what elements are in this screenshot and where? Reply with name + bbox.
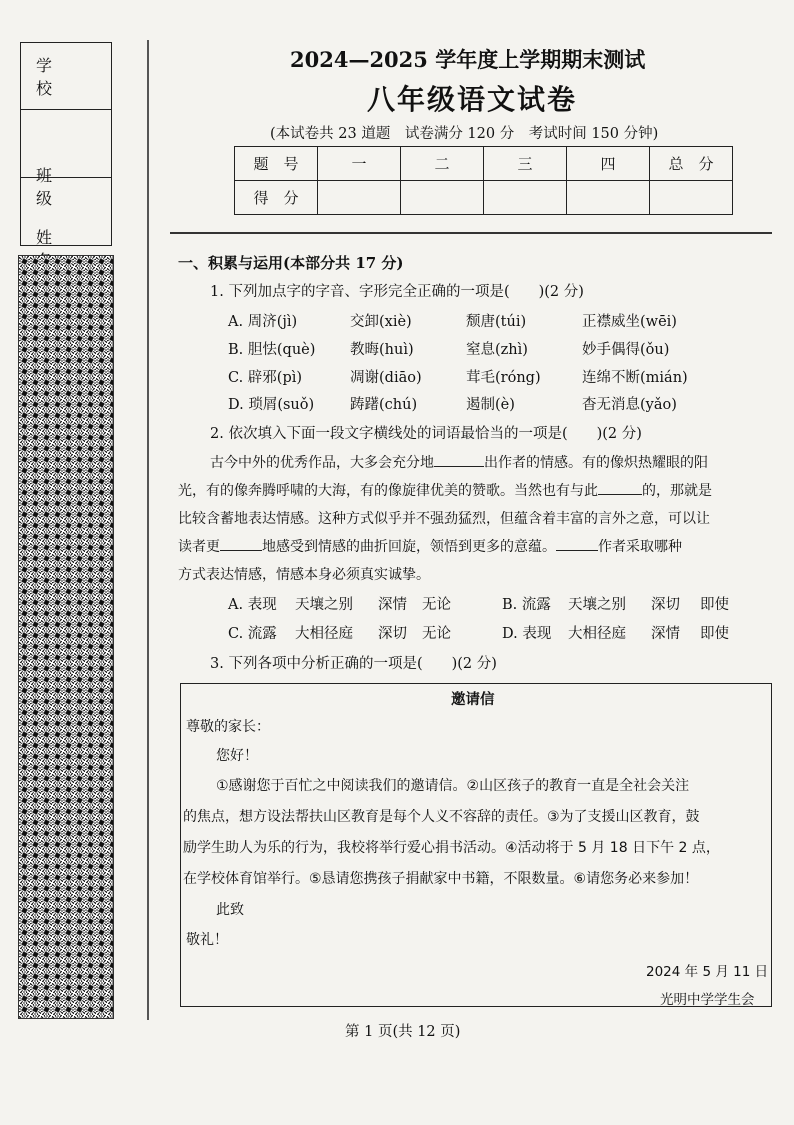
score-cell: 四 [567,147,650,181]
q2-option-a: 深情 [378,597,407,613]
q2-option-d: 大相径庭 [568,626,626,642]
decorative-pattern-strip [18,255,114,1019]
score-cell: 三 [484,147,567,181]
letter-line: 在学校体育馆举行。⑤恳请您携孩子捐献家中书籍，不限数量。⑥请您务必来参加！ [183,871,699,887]
score-input-cell[interactable] [650,181,733,215]
q2-option-d: 即使 [700,626,729,642]
q2-option-b: 即使 [700,597,729,613]
q2-option-a: A. 表现 [228,597,277,613]
q2-option-a: 天壤之别 [295,597,353,613]
q1-option-a: A. 周济(jì) [228,314,298,330]
score-input-cell[interactable] [567,181,650,215]
q2-option-b: 深切 [651,597,680,613]
binding-line [147,40,149,1020]
school-label: 学校 [36,56,75,98]
q1-option-b: 窒息(zhì) [466,342,528,358]
q1-option-c: C. 辟邪(pì) [228,370,303,386]
q2-option-c: 大相径庭 [295,626,353,642]
exam-term-title: 2024—2025 学年度上学期期末测试 [290,47,646,72]
q2-passage-text: 读者更 [178,539,220,555]
letter-closing: 敬礼！ [186,932,228,948]
score-input-cell[interactable] [401,181,484,215]
student-info-box [20,42,112,246]
q1-option-b: 教晦(huì) [350,342,414,358]
q2-passage-text: 地感受到情感的曲折回旋，领悟到更多的意蕴。 [262,539,556,555]
question-2-stem: 2. 依次填入下面一段文字横线处的词语最恰当的一项是( )(2 分) [210,426,642,442]
score-table [234,146,733,215]
page-footer: 第 1 页(共 12 页) [345,1024,461,1040]
score-table-header-row [235,147,733,181]
q2-passage-text: 的，那就是 [642,483,712,499]
name-label: 姓 [36,228,75,247]
q2-option-b: B. 流露 [502,597,551,613]
score-cell: 一 [318,147,401,181]
q1-option-d: D. 琐屑(suǒ) [228,397,315,413]
q2-passage-text: 光，有的像奔腾呼啸的大海，有的像旋律优美的赞歌。当然也有与此 [178,483,598,499]
score-table-score-row [235,181,733,215]
q1-option-b: 妙手偶得(ǒu) [582,342,670,358]
letter-line: ①感谢您于百忙之中阅读我们的邀请信。②山区孩子的教育一直是全社会关注 [216,778,690,794]
q2-passage-text: 作者采取哪种 [598,539,682,555]
q2-passage-line [178,536,682,556]
letter-line: 的焦点，想方设法帮扶山区教育是每个人义不容辞的责任。③为了支援山区教育，鼓 [183,809,700,825]
score-cell: 得 分 [235,181,318,215]
q2-option-d: 深情 [651,626,680,642]
q2-passage-line: 比较含蓄地表达情感。这种方式似乎并不强劲猛烈，但蕴含着丰富的言外之意，可以让 [178,511,710,527]
question-1-stem: 1. 下列加点字的字音、字形完全正确的一项是( )(2 分) [210,284,584,300]
q1-option-c: 凋谢(diāo) [350,370,422,386]
fill-blank [434,452,484,467]
q2-option-c: C. 流露 [228,626,277,642]
q2-option-d: D. 表现 [502,626,552,642]
letter-title: 邀请信 [451,691,495,708]
q1-option-d: 踌躇(chú) [350,397,418,413]
q2-option-c: 深切 [378,626,407,642]
class-label: 班级 [36,166,75,208]
score-cell: 总 分 [650,147,733,181]
q2-passage-line: 方式表达情感，情感本身必须真实诚挚。 [178,567,430,583]
letter-salutation: 尊敬的家长： [186,719,270,735]
letter-date: 2024 年 5 月 11 日 [646,964,769,980]
score-cell: 二 [401,147,484,181]
q1-option-a: 正襟威坐(wēi) [582,314,677,330]
question-3-stem: 3. 下列各项中分析正确的一项是( )(2 分) [210,656,497,672]
class-row [21,109,111,208]
q2-passage-line [178,480,712,500]
header-divider [170,232,772,234]
exam-title: 八年级语文试卷 [367,83,578,116]
letter-signature: 光明中学学生会 [660,992,755,1008]
q1-option-d: 杳无消息(yǎo) [582,397,677,413]
fill-blank [220,536,262,551]
letter-closing: 此致 [216,902,244,918]
name-row [21,177,111,247]
fill-blank [556,536,598,551]
section-heading: 一、积累与运用(本部分共 17 分) [178,254,404,272]
score-cell: 题 号 [235,147,318,181]
q2-option-a: 无论 [422,597,451,613]
letter-greeting: 您好！ [216,748,258,764]
school-row [21,43,111,110]
q1-option-c: 连绵不断(mián) [582,370,688,386]
q1-option-b: B. 胆怯(què) [228,342,316,358]
fill-blank [598,480,642,495]
q1-option-d: 遏制(è) [466,397,515,413]
q2-passage-text: 古今中外的优秀作品，大多会充分地 [210,455,434,471]
letter-line: 励学生助人为乐的行为，我校将举行爱心捐书活动。④活动将于 5 月 18 日下午 2 点， [183,840,720,856]
q2-option-c: 无论 [422,626,451,642]
q2-passage-line [210,452,708,472]
q1-option-a: 颓唐(túi) [466,314,527,330]
q2-passage-text: 出作者的情感。有的像炽热耀眼的阳 [484,455,708,471]
q1-option-a: 交卸(xiè) [350,314,412,330]
exam-info: (本试卷共 23 道题 试卷满分 120 分 考试时间 150 分钟) [270,126,659,142]
score-input-cell[interactable] [318,181,401,215]
q2-option-b: 天壤之别 [568,597,626,613]
score-input-cell[interactable] [484,181,567,215]
q1-option-c: 茸毛(róng) [466,370,541,386]
